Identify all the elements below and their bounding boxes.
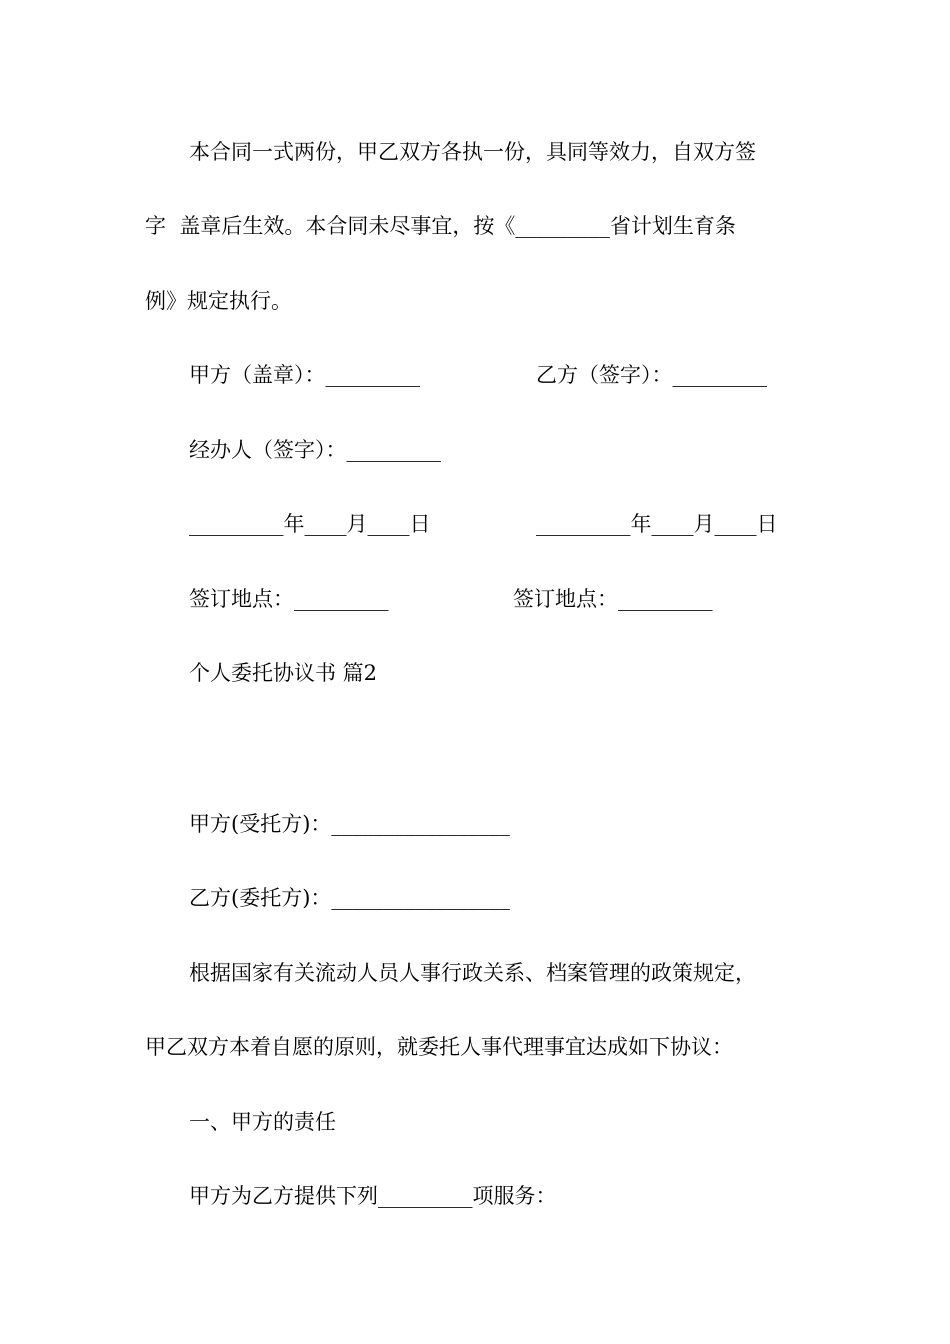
party-b-signature: 乙方（签字）：_________ [536, 363, 767, 387]
clause1-text: 甲方为乙方提供下列_________项服务： [189, 1184, 557, 1208]
handler-signature: 经办人（签字）：_________ [189, 438, 441, 462]
section-title: 个人委托协议书 篇2 [189, 661, 378, 685]
party-a-signature: 甲方（盖章）：_________ [189, 363, 420, 387]
signing-place-a: 签订地点：_________ [189, 587, 389, 611]
para1-line3: 例》规定执行。 [145, 289, 292, 313]
para2-line1: 根据国家有关流动人员人事行政关系、档案管理的政策规定， [189, 961, 756, 985]
party-a-trustee: 甲方(受托方)：_________________ [189, 812, 510, 836]
date-a: _________年____月____日 [189, 512, 431, 536]
para2-line2: 甲乙双方本着自愿的原则，就委托人事代理事宜达成如下协议： [145, 1035, 733, 1059]
party-b-client: 乙方(委托方)：_________________ [189, 886, 510, 910]
date-b: _________年____月____日 [536, 512, 778, 536]
clause1-title: 一、甲方的责任 [189, 1110, 336, 1134]
signing-place-b: 签订地点：_________ [513, 587, 713, 611]
para1-line1: 本合同一式两份，甲乙双方各执一份，具同等效力，自双方签 [189, 140, 756, 164]
para1-line2: 字 盖章后生效。本合同未尽事宜，按《_________省计划生育条 [145, 214, 736, 238]
